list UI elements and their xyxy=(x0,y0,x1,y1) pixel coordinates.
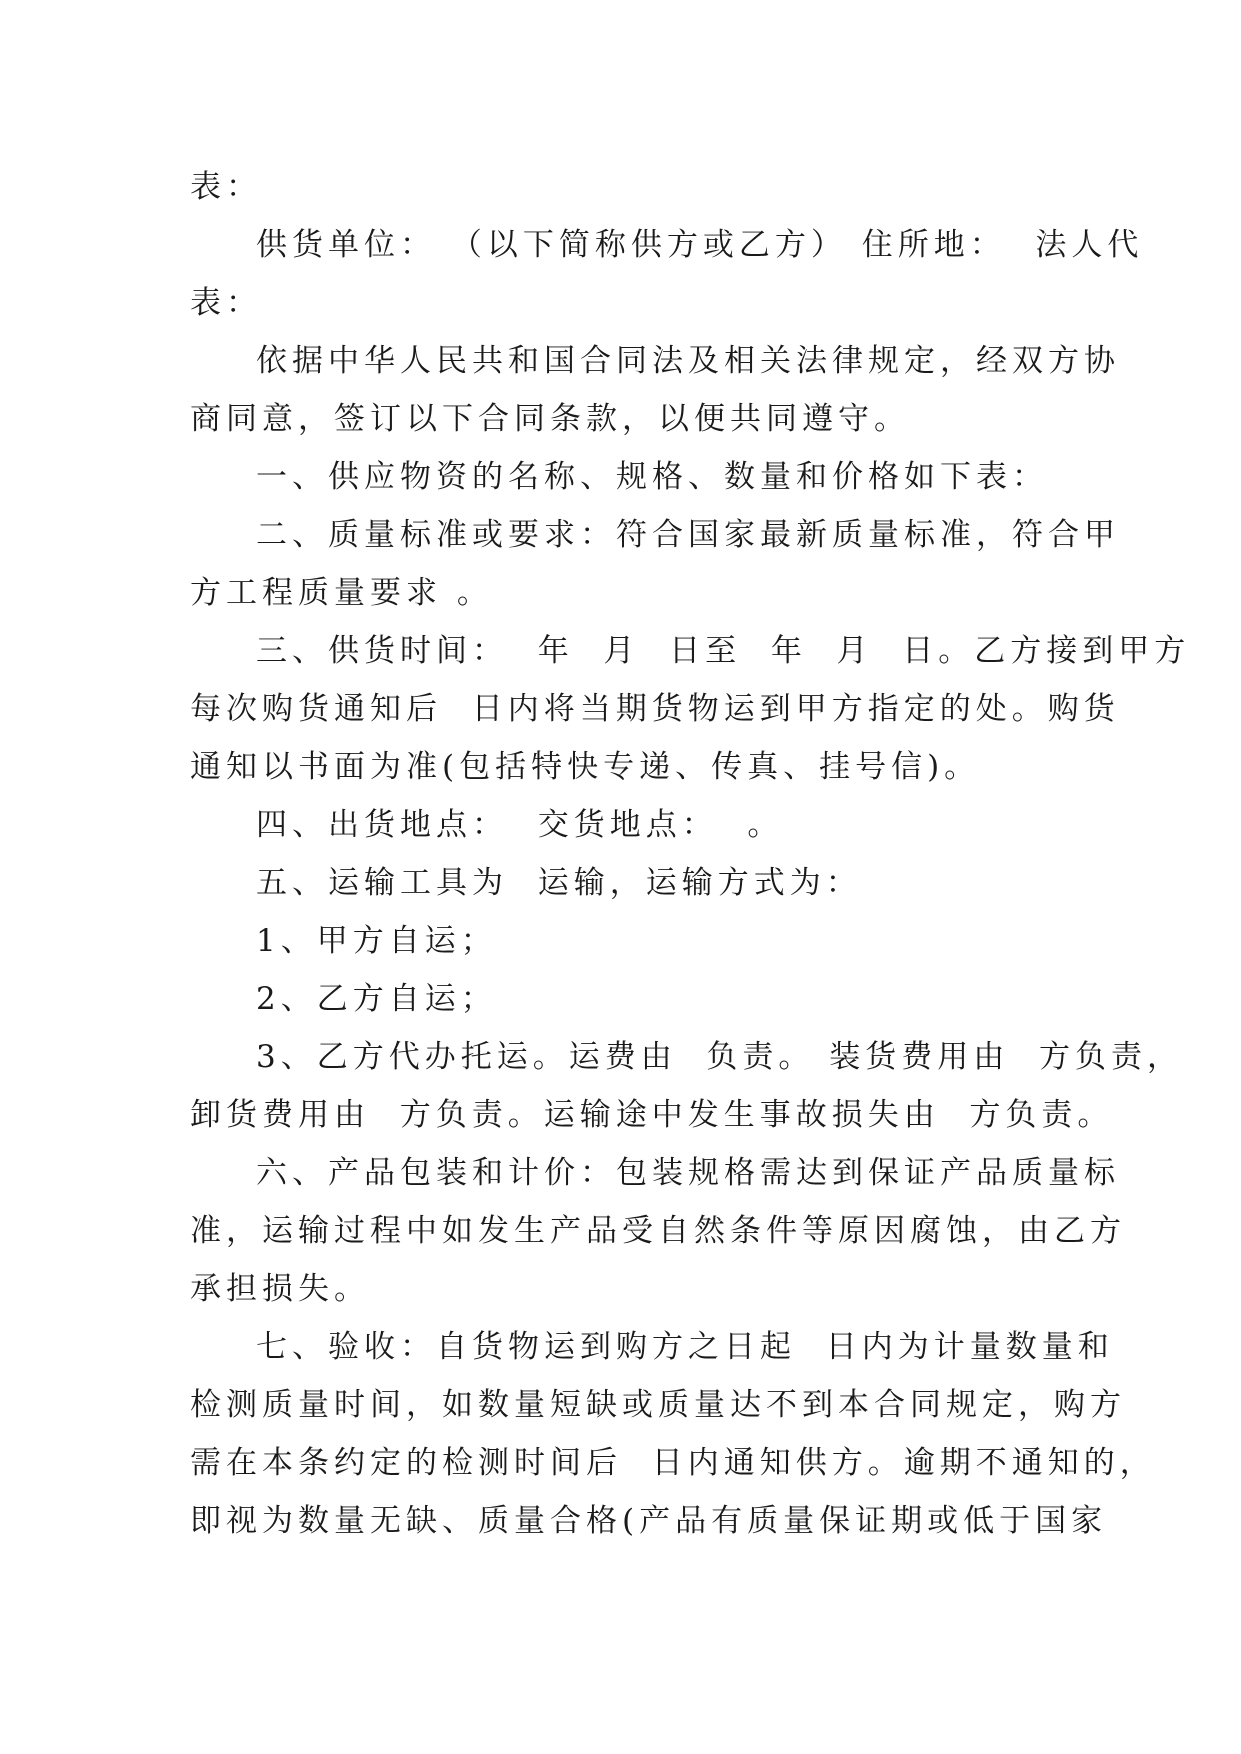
document-body xyxy=(190,158,1191,1550)
text-line: 商同意，签订以下合同条款，以便共同遵守。 xyxy=(190,401,910,437)
text-line: 五、运输工具为 运输，运输方式为： xyxy=(256,865,862,901)
text-line: 2、乙方自运； xyxy=(256,981,497,1017)
text-line: 每次购货通知后 日内将当期货物运到甲方指定的处。购货 xyxy=(190,691,1120,727)
text-line: 1、甲方自运； xyxy=(256,923,497,959)
text-line: 准，运输过程中如发生产品受自然条件等原因腐蚀，由乙方 xyxy=(190,1213,1126,1249)
text-line: 表： xyxy=(190,285,262,321)
text-line: 供货单位： （以下简称供方或乙方） 住所地： 法人代 xyxy=(256,227,1144,263)
text-line: 需在本条约定的检测时间后 日内通知供方。逾期不通知的， xyxy=(190,1445,1156,1481)
text-line: 即视为数量无缺、质量合格(产品有质量保证期或低于国家 xyxy=(190,1503,1108,1539)
text-line: 七、验收：自货物运到购方之日起 日内为计量数量和 xyxy=(256,1329,1114,1365)
text-line: 一、供应物资的名称、规格、数量和价格如下表： xyxy=(256,459,1048,495)
text-line: 二、质量标准或要求：符合国家最新质量标准，符合甲 xyxy=(256,517,1120,553)
text-line: 四、出货地点： 交货地点： 。 xyxy=(256,807,784,843)
text-line: 三、供货时间： 年 月 日至 年 月 日。乙方接到甲方 xyxy=(256,633,1191,669)
text-line: 表： xyxy=(190,169,262,205)
text-line: 通知以书面为准(包括特快专递、传真、挂号信)。 xyxy=(190,749,981,785)
text-line: 方工程质量要求 。 xyxy=(190,575,493,611)
text-line: 六、产品包装和计价：包装规格需达到保证产品质量标 xyxy=(256,1155,1120,1191)
text-line: 卸货费用由 方负责。运输途中发生事故损失由 方负责。 xyxy=(190,1097,1114,1133)
text-line: 3、乙方代办托运。运费由 负责。 装货费用由 方负责， xyxy=(256,1039,1183,1075)
text-line: 依据中华人民共和国合同法及相关法律规定，经双方协 xyxy=(256,343,1120,379)
text-line: 检测质量时间，如数量短缺或质量达不到本合同规定，购方 xyxy=(190,1387,1126,1423)
text-line: 承担损失。 xyxy=(190,1271,370,1307)
